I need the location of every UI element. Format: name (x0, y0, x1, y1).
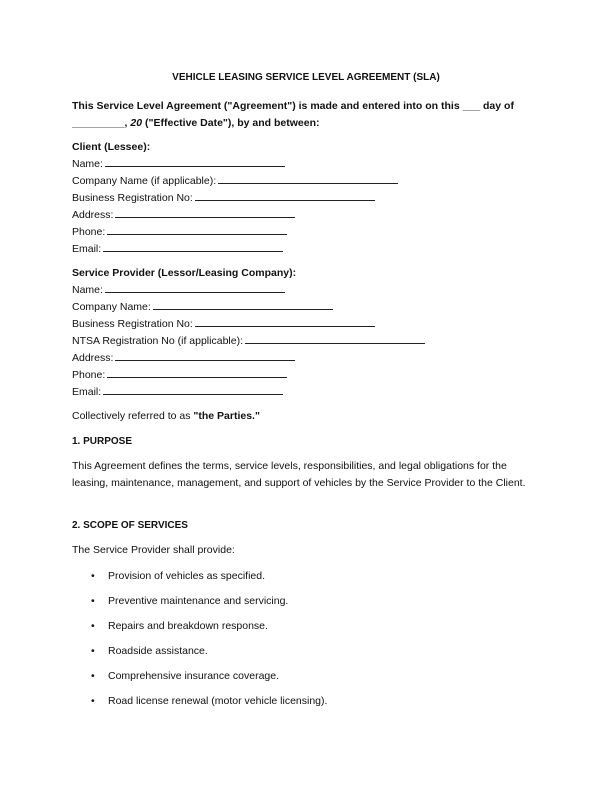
list-item-text: Comprehensive insurance coverage. (108, 670, 280, 682)
document-title: VEHICLE LEASING SERVICE LEVEL AGREEMENT (SLA) (172, 72, 440, 83)
field-label: Phone: (72, 226, 106, 238)
field-label: Address: (72, 352, 114, 364)
field-label: Address: (72, 209, 114, 221)
field-label: Name: (72, 284, 103, 296)
intro-paragraph (72, 98, 542, 132)
client-address-field (72, 207, 552, 224)
field-label: Company Name (if applicable): (72, 175, 217, 187)
intro-line-1: This Service Level Agreement ("Agreement") is made and entered into on this ___ day of (72, 100, 514, 112)
parties-term: "the Parties." (193, 410, 260, 422)
client-registration-field (72, 190, 552, 207)
field-label: Name: (72, 158, 103, 170)
field-label: Email: (72, 243, 102, 255)
list-item (72, 591, 327, 616)
provider-phone-input[interactable] (107, 368, 287, 378)
provider-address-input[interactable] (115, 351, 295, 361)
provider-heading: Service Provider (Lessor/Leasing Company): (72, 267, 297, 279)
client-name-input[interactable] (105, 157, 285, 167)
bullet-icon: • (91, 595, 95, 607)
provider-phone-field (72, 367, 552, 384)
field-label: Phone: (72, 369, 106, 381)
field-label: Company Name: (72, 301, 151, 313)
services-list (72, 566, 327, 716)
bullet-icon: • (91, 570, 95, 582)
client-company-field (72, 173, 552, 190)
provider-ntsa-input[interactable] (245, 334, 425, 344)
provider-registration-input[interactable] (195, 317, 375, 327)
bullet-icon: • (91, 645, 95, 657)
provider-company-field (72, 299, 552, 316)
client-company-input[interactable] (218, 174, 398, 184)
client-registration-input[interactable] (195, 191, 375, 201)
provider-ntsa-field (72, 333, 552, 350)
list-item (72, 616, 327, 641)
client-section (72, 139, 552, 258)
provider-email-field (72, 384, 552, 401)
field-label: Email: (72, 386, 102, 398)
list-item-text: Preventive maintenance and servicing. (108, 595, 289, 607)
field-label: NTSA Registration No (if applicable): (72, 335, 243, 347)
client-name-field (72, 156, 552, 173)
provider-address-field (72, 350, 552, 367)
client-phone-input[interactable] (107, 225, 287, 235)
bullet-icon: • (91, 695, 95, 707)
bullet-icon: • (91, 620, 95, 632)
list-item-text: Provision of vehicles as specified. (108, 570, 265, 582)
provider-registration-field (72, 316, 552, 333)
provider-company-input[interactable] (153, 300, 333, 310)
intro-month-blank: _________, (72, 117, 128, 129)
client-phone-field (72, 224, 552, 241)
client-email-field (72, 241, 552, 258)
section-2-title: 2. SCOPE OF SERVICES (72, 520, 188, 531)
list-item (72, 691, 327, 716)
list-item (72, 666, 327, 691)
provider-name-input[interactable] (105, 283, 285, 293)
intro-effective-date: ("Effective Date"), by and between: (142, 117, 320, 129)
bullet-icon: • (91, 670, 95, 682)
list-item (72, 566, 327, 591)
list-item-text: Roadside assistance. (108, 645, 208, 657)
field-label: Business Registration No: (72, 192, 193, 204)
client-email-input[interactable] (103, 242, 283, 252)
parties-statement (72, 408, 532, 425)
list-item (72, 641, 327, 666)
client-heading: Client (Lessee): (72, 141, 151, 153)
intro-year: 20 (127, 117, 143, 129)
provider-email-input[interactable] (103, 385, 283, 395)
list-item-text: Road license renewal (motor vehicle licensing). (108, 695, 328, 707)
client-address-input[interactable] (115, 208, 295, 218)
section-1-title: 1. PURPOSE (72, 436, 133, 447)
provider-section (72, 265, 552, 401)
provider-name-field (72, 282, 552, 299)
field-label: Business Registration No: (72, 318, 193, 330)
list-item-text: Repairs and breakdown response. (108, 620, 268, 632)
intro-line-2 (72, 115, 542, 132)
section-1-text: This Agreement defines the terms, service levels, responsibilities, and legal obligations for the leasing, maintenance, management, and support of vehicles by the Service Provider to the Client. (72, 460, 526, 489)
parties-prefix: Collectively referred to as (72, 410, 194, 422)
section-2-intro: The Service Provider shall provide: (72, 544, 235, 556)
